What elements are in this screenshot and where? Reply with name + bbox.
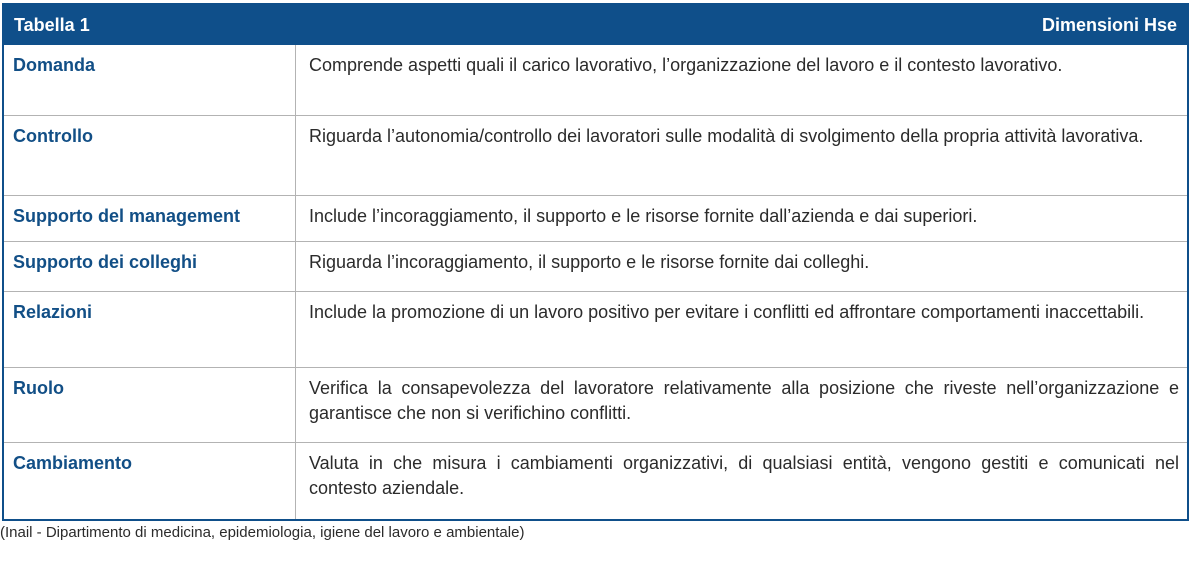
table-title: Tabella 1 <box>14 14 90 35</box>
row-description: Comprende aspetti quali il carico lavorativo, l’organizzazione del lavoro e il contesto lavorativo. <box>309 55 1063 75</box>
row-term: Relazioni <box>4 292 296 367</box>
row-description: Riguarda l’incoraggiamento, il supporto e le risorse fornite dai colleghi. <box>309 252 870 272</box>
table-row <box>4 45 1187 115</box>
row-description: Include la promozione di un lavoro positivo per evitare i conflitti ed affrontare comportamenti inaccettabili. <box>309 302 1145 322</box>
row-description: Include l’incoraggiamento, il supporto e le risorse fornite dall’azienda e dai superiori. <box>309 206 978 226</box>
table-subtitle: Dimensioni Hse <box>1041 14 1177 35</box>
row-term: Controllo <box>4 116 296 195</box>
table-row <box>4 367 1187 442</box>
table-row <box>4 195 1187 241</box>
row-description: Riguarda l’autonomia/controllo dei lavoratori sulle modalità di svolgimento della propria attività lavorativa. <box>309 126 1144 146</box>
table-header <box>4 5 1187 45</box>
row-term: Supporto dei colleghi <box>4 242 296 291</box>
row-term: Ruolo <box>4 368 296 442</box>
hse-dimensions-table <box>2 3 1189 521</box>
table-row <box>4 241 1187 291</box>
table-row <box>4 115 1187 195</box>
source-note: (Inail - Dipartimento di medicina, epidemiologia, igiene del lavoro e ambientale) <box>0 524 525 541</box>
row-description: Verifica la consapevolezza del lavoratore relativamente alla posizione che riveste nell’organizzazione e garantisce che non si verifichino conflitti. <box>309 378 1179 423</box>
row-term: Supporto del management <box>4 196 296 241</box>
table-row <box>4 442 1187 519</box>
row-description: Valuta in che misura i cambiamenti organizzativi, di qualsiasi entità, vengono gestiti e comunicati nel contesto aziendale. <box>309 453 1179 498</box>
table-row <box>4 291 1187 367</box>
row-term: Cambiamento <box>4 443 296 519</box>
row-term: Domanda <box>4 45 296 115</box>
